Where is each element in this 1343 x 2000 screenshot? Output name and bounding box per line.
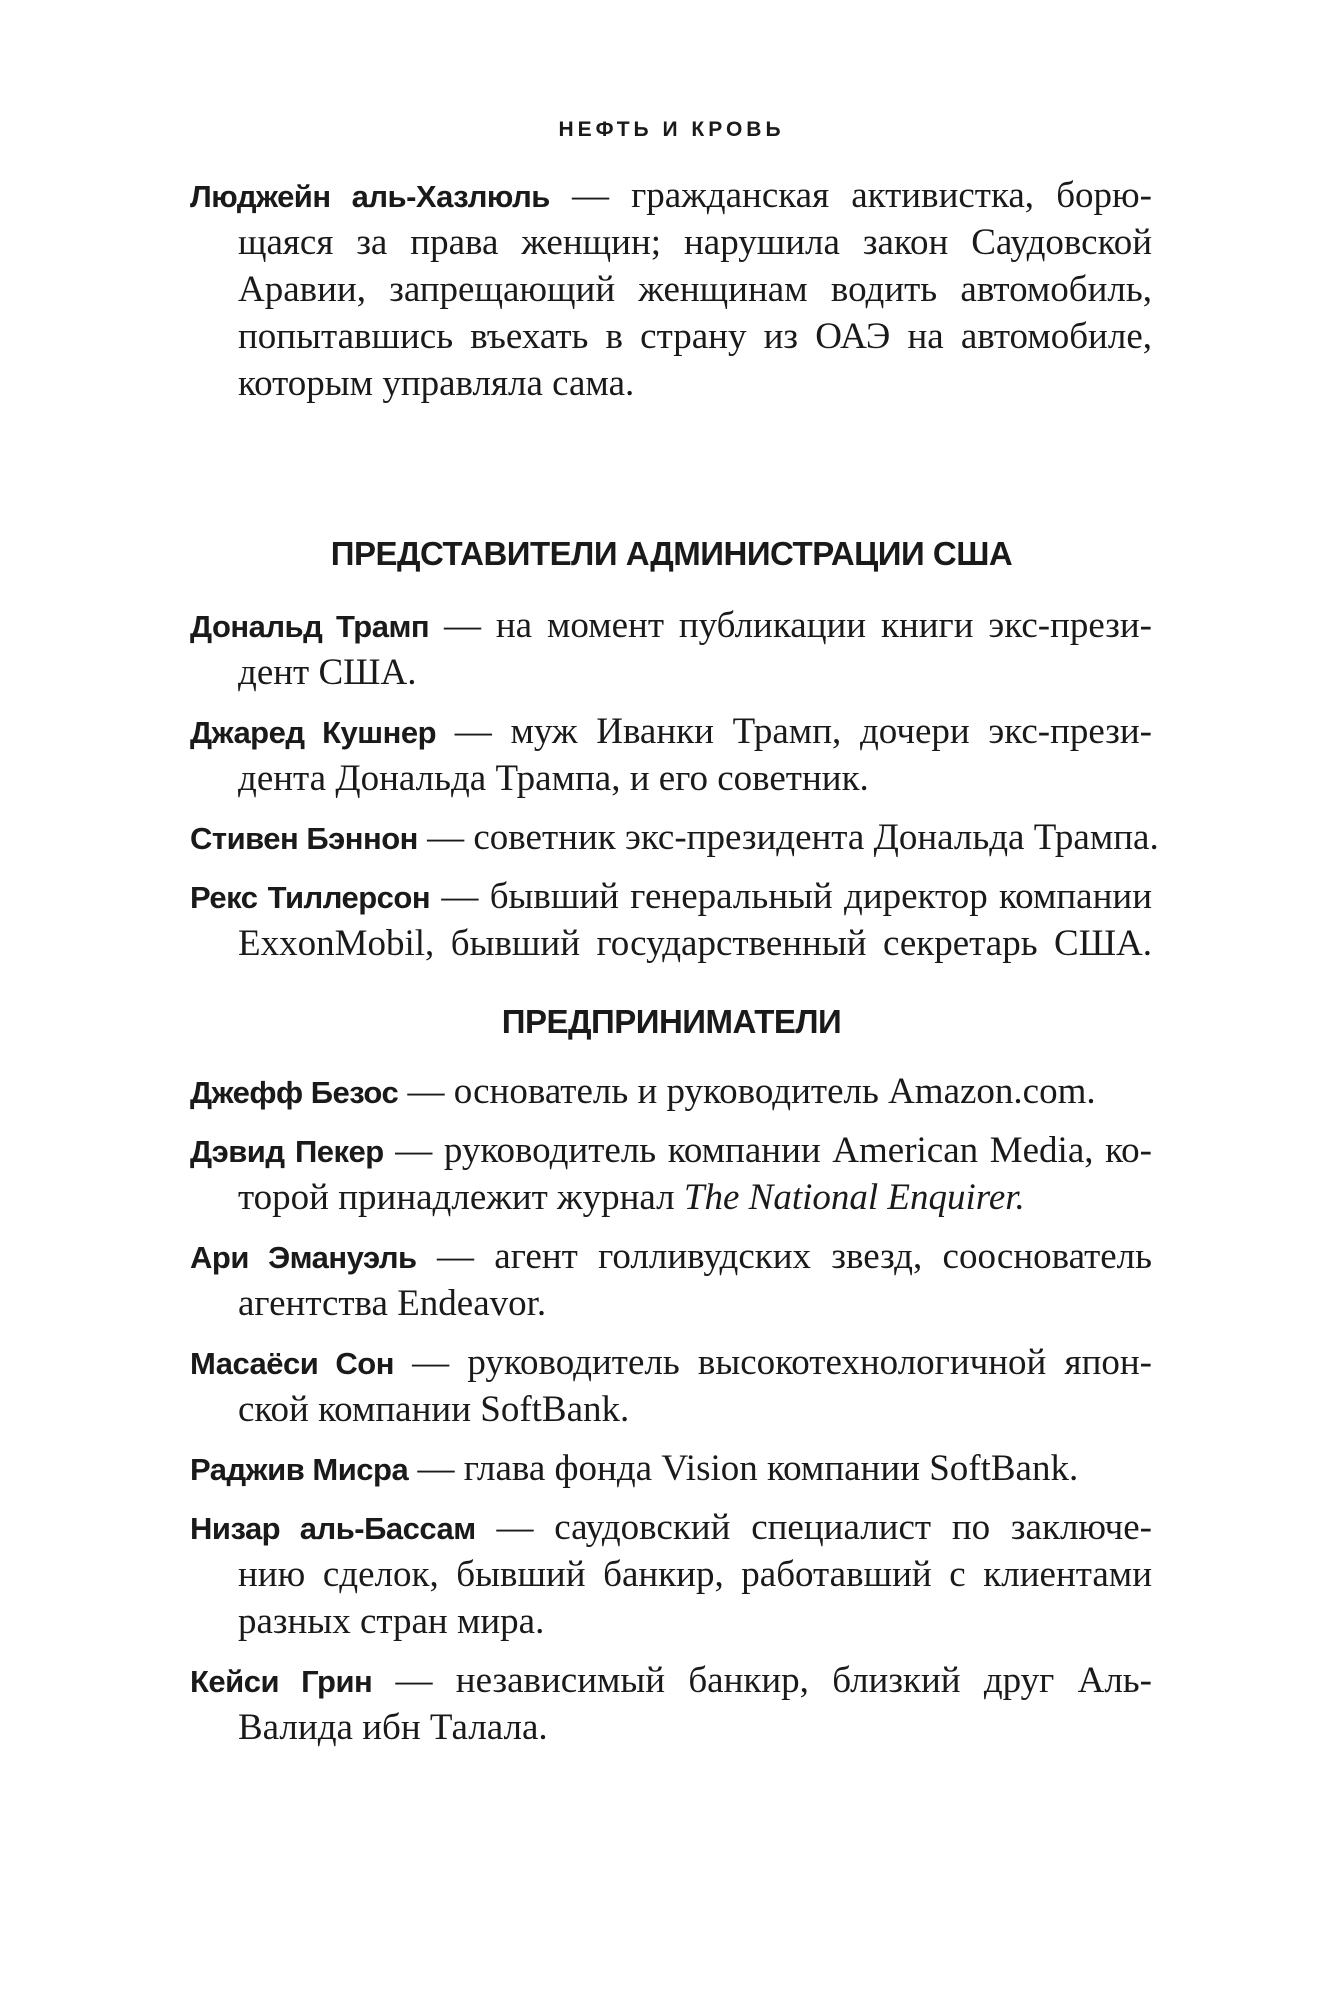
entry-text: — бывший генеральный директор компании xyxy=(430,876,1152,917)
entry-text: которым управляла сама. xyxy=(238,363,635,404)
entry xyxy=(190,602,1152,696)
entry-text: — руководитель компании American Media, ко- xyxy=(383,1130,1153,1171)
entry-text: Валида ибн Талала. xyxy=(238,1707,548,1748)
entry xyxy=(190,1127,1152,1221)
entry-name: Раджив Мисра xyxy=(190,1452,409,1487)
entry-text: — на момент публикации книги экс-прези- xyxy=(429,605,1152,646)
entry-name: Стивен Бэннон xyxy=(190,821,418,856)
entry-text: — советник экс-президента Дональда Трампа. xyxy=(417,817,1159,858)
intro-block xyxy=(190,172,1152,407)
entry-text: попытавшись въехать в страну из ОАЭ на автомобиле, xyxy=(238,316,1152,357)
journal-title: The National Enquirer. xyxy=(683,1177,1025,1218)
section-1-entries xyxy=(190,602,1159,967)
entry-name: Кейси Грин xyxy=(190,1664,373,1699)
entry-name: Ари Эмануэль xyxy=(190,1240,417,1275)
entry-intro xyxy=(190,172,1152,407)
entry xyxy=(190,873,1152,967)
entry-text: — саудовский специалист по заключе- xyxy=(475,1507,1152,1548)
entry-text: нию сделок, бывший банкир, работавший с клиентами xyxy=(238,1554,1152,1595)
entry xyxy=(190,814,1159,861)
entry-name: Джаред Кушнер xyxy=(190,715,437,750)
entry-text: — гражданская активистка, борю- xyxy=(549,175,1152,216)
entry-text: разных стран мира. xyxy=(238,1601,545,1642)
entry-text: — основатель и руководитель Amazon.com. xyxy=(398,1071,1096,1112)
entry xyxy=(190,1504,1152,1645)
entry-text: щаяся за права женщин; нарушила закон Саудовской xyxy=(238,222,1152,263)
entry-name: Дональд Трамп xyxy=(190,609,430,644)
entry-text: Аравии, запрещающий женщинам водить автомобиль, xyxy=(238,269,1152,310)
entry xyxy=(190,1339,1152,1433)
entry-text: — независимый банкир, близкий друг Аль- xyxy=(372,1660,1152,1701)
entry-text: агентства Endeavor. xyxy=(238,1283,547,1324)
entry-text: торой принадлежит журнал xyxy=(238,1177,684,1218)
entry xyxy=(190,1068,1152,1115)
entry-name: Рекс Тиллерсон xyxy=(190,880,431,915)
section-heading: ПРЕДПРИНИМАТЕЛИ xyxy=(501,1003,842,1040)
entry-name: Джефф Безос xyxy=(190,1075,399,1110)
entry-text: ской компании SoftBank. xyxy=(238,1389,630,1430)
entry-text: — глава фонда Vision компании SoftBank. xyxy=(408,1448,1079,1489)
running-head: НЕФТЬ И КРОВЬ xyxy=(558,118,785,141)
entry-name: Низар аль-Бассам xyxy=(190,1511,476,1546)
entry xyxy=(190,1445,1152,1492)
section-heading: ПРЕДСТАВИТЕЛИ АДМИНИСТРАЦИИ США xyxy=(330,535,1013,572)
entry-name: Масаёси Сон xyxy=(190,1346,394,1381)
entry xyxy=(190,1233,1152,1327)
entry-text: дента Дональда Трампа, и его советник. xyxy=(238,758,869,799)
entry-text: дент США. xyxy=(238,652,417,693)
section-2-entries xyxy=(190,1068,1152,1751)
entry-text: — муж Иванки Трамп, дочери экс-прези- xyxy=(436,711,1153,752)
entry-text: ExxonMobil, бывший государственный секретарь США. xyxy=(238,923,1152,964)
entry xyxy=(190,1657,1152,1751)
entry-name: Люджейн аль-Хазлюль xyxy=(190,179,550,214)
entry-name: Дэвид Пекер xyxy=(190,1134,384,1169)
entry-text: — агент голливудских звезд, сооснователь xyxy=(416,1236,1152,1277)
entry-text: — руководитель высокотехнологичной япон- xyxy=(393,1342,1152,1383)
entry xyxy=(190,708,1152,802)
